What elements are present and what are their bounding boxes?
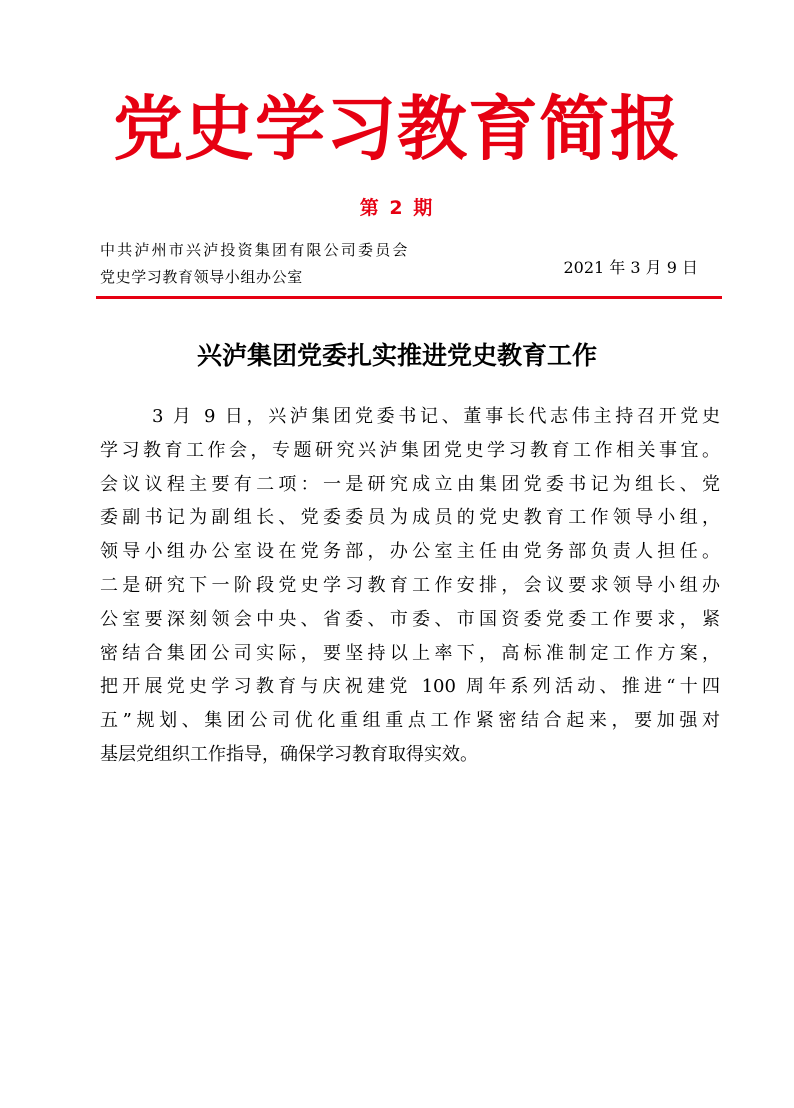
article-line: 委副书记为副组长、党委委员为成员的党史教育工作领导小组， (100, 507, 720, 529)
article-line: 密结合集团公司实际，要坚持以上率下，高标准制定工作方案， (100, 642, 720, 664)
article-line: 基层党组织工作指导，确保学习教育取得实效。 (100, 743, 478, 765)
article-line: 把开展党史学习教育与庆祝建党 100 周年系列活动、推进“十四 (100, 676, 720, 698)
article-body (100, 400, 720, 772)
article-line: 五”规划、集团公司优化重组重点工作紧密结合起来，要加强对 (100, 710, 720, 732)
article-line: 学习教育工作会，专题研究兴泸集团党史学习教育工作相关事宜。 (100, 439, 720, 461)
article-line: 二是研究下一阶段党史学习教育工作安排，会议要求领导小组办 (100, 574, 720, 596)
article-line: 会议议程主要有二项：一是研究成立由集团党委书记为组长、党 (100, 473, 720, 495)
issuer-organization: 中共泸州市兴泸投资集团有限公司委员会 (100, 241, 410, 259)
newsletter-title: 党史学习教育简报 (113, 87, 681, 170)
article-line: 领导小组办公室设在党务部，办公室主任由党务部负责人担任。 (100, 541, 720, 563)
red-divider-line (96, 296, 722, 299)
article-line: 公室要深刻领会中央、省委、市委、市国资委党委工作要求，紧 (100, 608, 720, 630)
article-title: 兴泸集团党委扎实推进党史教育工作 (196, 341, 597, 370)
issue-date: 2021 年 3 月 9 日 (563, 258, 698, 277)
issuer-office: 党史学习教育领导小组办公室 (100, 268, 303, 286)
article-line: 3 月 9 日，兴泸集团党委书记、董事长代志伟主持召开党史 (152, 406, 720, 427)
issue-number: 第 2 期 (359, 197, 435, 219)
